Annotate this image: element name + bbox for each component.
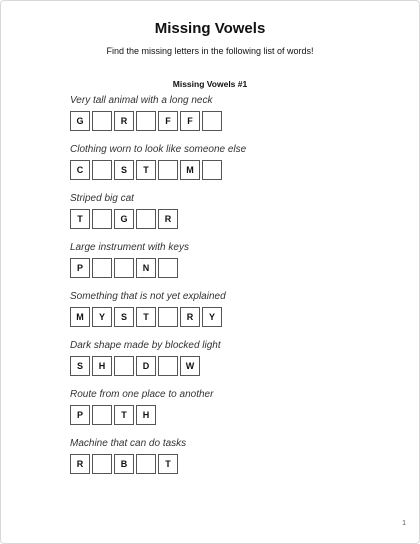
blank-letter-box[interactable] bbox=[136, 111, 156, 131]
clue-text: Machine that can do tasks bbox=[70, 438, 187, 449]
blank-letter-box[interactable] bbox=[202, 160, 222, 180]
letter-boxes bbox=[70, 111, 390, 131]
letter-box: P bbox=[70, 405, 90, 425]
letter-box: H bbox=[136, 405, 156, 425]
letter-box: D bbox=[136, 356, 156, 376]
blank-letter-box[interactable] bbox=[92, 111, 112, 131]
page-number: 1 bbox=[402, 520, 406, 527]
letter-box: R bbox=[158, 209, 178, 229]
clue-text: Striped big cat bbox=[70, 193, 134, 204]
letter-box: F bbox=[158, 111, 178, 131]
instructions: Find the missing letters in the following list of words! bbox=[106, 46, 314, 56]
letter-box: M bbox=[180, 160, 200, 180]
clue-item bbox=[70, 193, 390, 242]
blank-letter-box[interactable] bbox=[158, 307, 178, 327]
blank-letter-box[interactable] bbox=[202, 111, 222, 131]
clue-text: Clothing worn to look like someone else bbox=[70, 144, 247, 155]
letter-box: S bbox=[114, 307, 134, 327]
letter-box: Y bbox=[92, 307, 112, 327]
letter-box: T bbox=[158, 454, 178, 474]
clue-item bbox=[70, 389, 390, 438]
clue-item bbox=[70, 242, 390, 291]
letter-box: G bbox=[114, 209, 134, 229]
blank-letter-box[interactable] bbox=[136, 209, 156, 229]
letter-boxes bbox=[70, 209, 390, 229]
clue-item bbox=[70, 438, 390, 487]
letter-box: T bbox=[136, 307, 156, 327]
letter-boxes bbox=[70, 258, 390, 278]
clue-text: Dark shape made by blocked light bbox=[70, 340, 221, 351]
letter-box: G bbox=[70, 111, 90, 131]
letter-box: W bbox=[180, 356, 200, 376]
letter-box: R bbox=[70, 454, 90, 474]
clue-item bbox=[70, 144, 390, 193]
blank-letter-box[interactable] bbox=[158, 356, 178, 376]
letter-boxes bbox=[70, 160, 390, 180]
letter-box: C bbox=[70, 160, 90, 180]
letter-box: R bbox=[114, 111, 134, 131]
clue-item bbox=[70, 340, 390, 389]
letter-box: P bbox=[70, 258, 90, 278]
blank-letter-box[interactable] bbox=[114, 356, 134, 376]
blank-letter-box[interactable] bbox=[92, 454, 112, 474]
page-title: Missing Vowels bbox=[154, 20, 266, 37]
letter-box: Y bbox=[202, 307, 222, 327]
letter-box: H bbox=[92, 356, 112, 376]
clue-text: Route from one place to another bbox=[70, 389, 214, 400]
letter-boxes bbox=[70, 405, 390, 425]
clue-text: Something that is not yet explained bbox=[70, 291, 226, 302]
blank-letter-box[interactable] bbox=[92, 160, 112, 180]
clue-text: Large instrument with keys bbox=[70, 242, 189, 253]
letter-box: T bbox=[70, 209, 90, 229]
blank-letter-box[interactable] bbox=[92, 258, 112, 278]
blank-letter-box[interactable] bbox=[92, 209, 112, 229]
blank-letter-box[interactable] bbox=[92, 405, 112, 425]
letter-box: T bbox=[114, 405, 134, 425]
clue-item bbox=[70, 291, 390, 340]
letter-boxes bbox=[70, 356, 390, 376]
clue-list bbox=[70, 95, 390, 487]
puzzle-title: Missing Vowels #1 bbox=[172, 79, 248, 89]
letter-box: F bbox=[180, 111, 200, 131]
blank-letter-box[interactable] bbox=[158, 258, 178, 278]
letter-box: M bbox=[70, 307, 90, 327]
clue-item bbox=[70, 95, 390, 144]
blank-letter-box[interactable] bbox=[158, 160, 178, 180]
blank-letter-box[interactable] bbox=[114, 258, 134, 278]
letter-box: S bbox=[114, 160, 134, 180]
letter-box: S bbox=[70, 356, 90, 376]
letter-box: T bbox=[136, 160, 156, 180]
blank-letter-box[interactable] bbox=[136, 454, 156, 474]
letter-box: N bbox=[136, 258, 156, 278]
clue-text: Very tall animal with a long neck bbox=[70, 95, 213, 106]
letter-box: B bbox=[114, 454, 134, 474]
letter-boxes bbox=[70, 454, 390, 474]
letter-boxes bbox=[70, 307, 390, 327]
letter-box: R bbox=[180, 307, 200, 327]
